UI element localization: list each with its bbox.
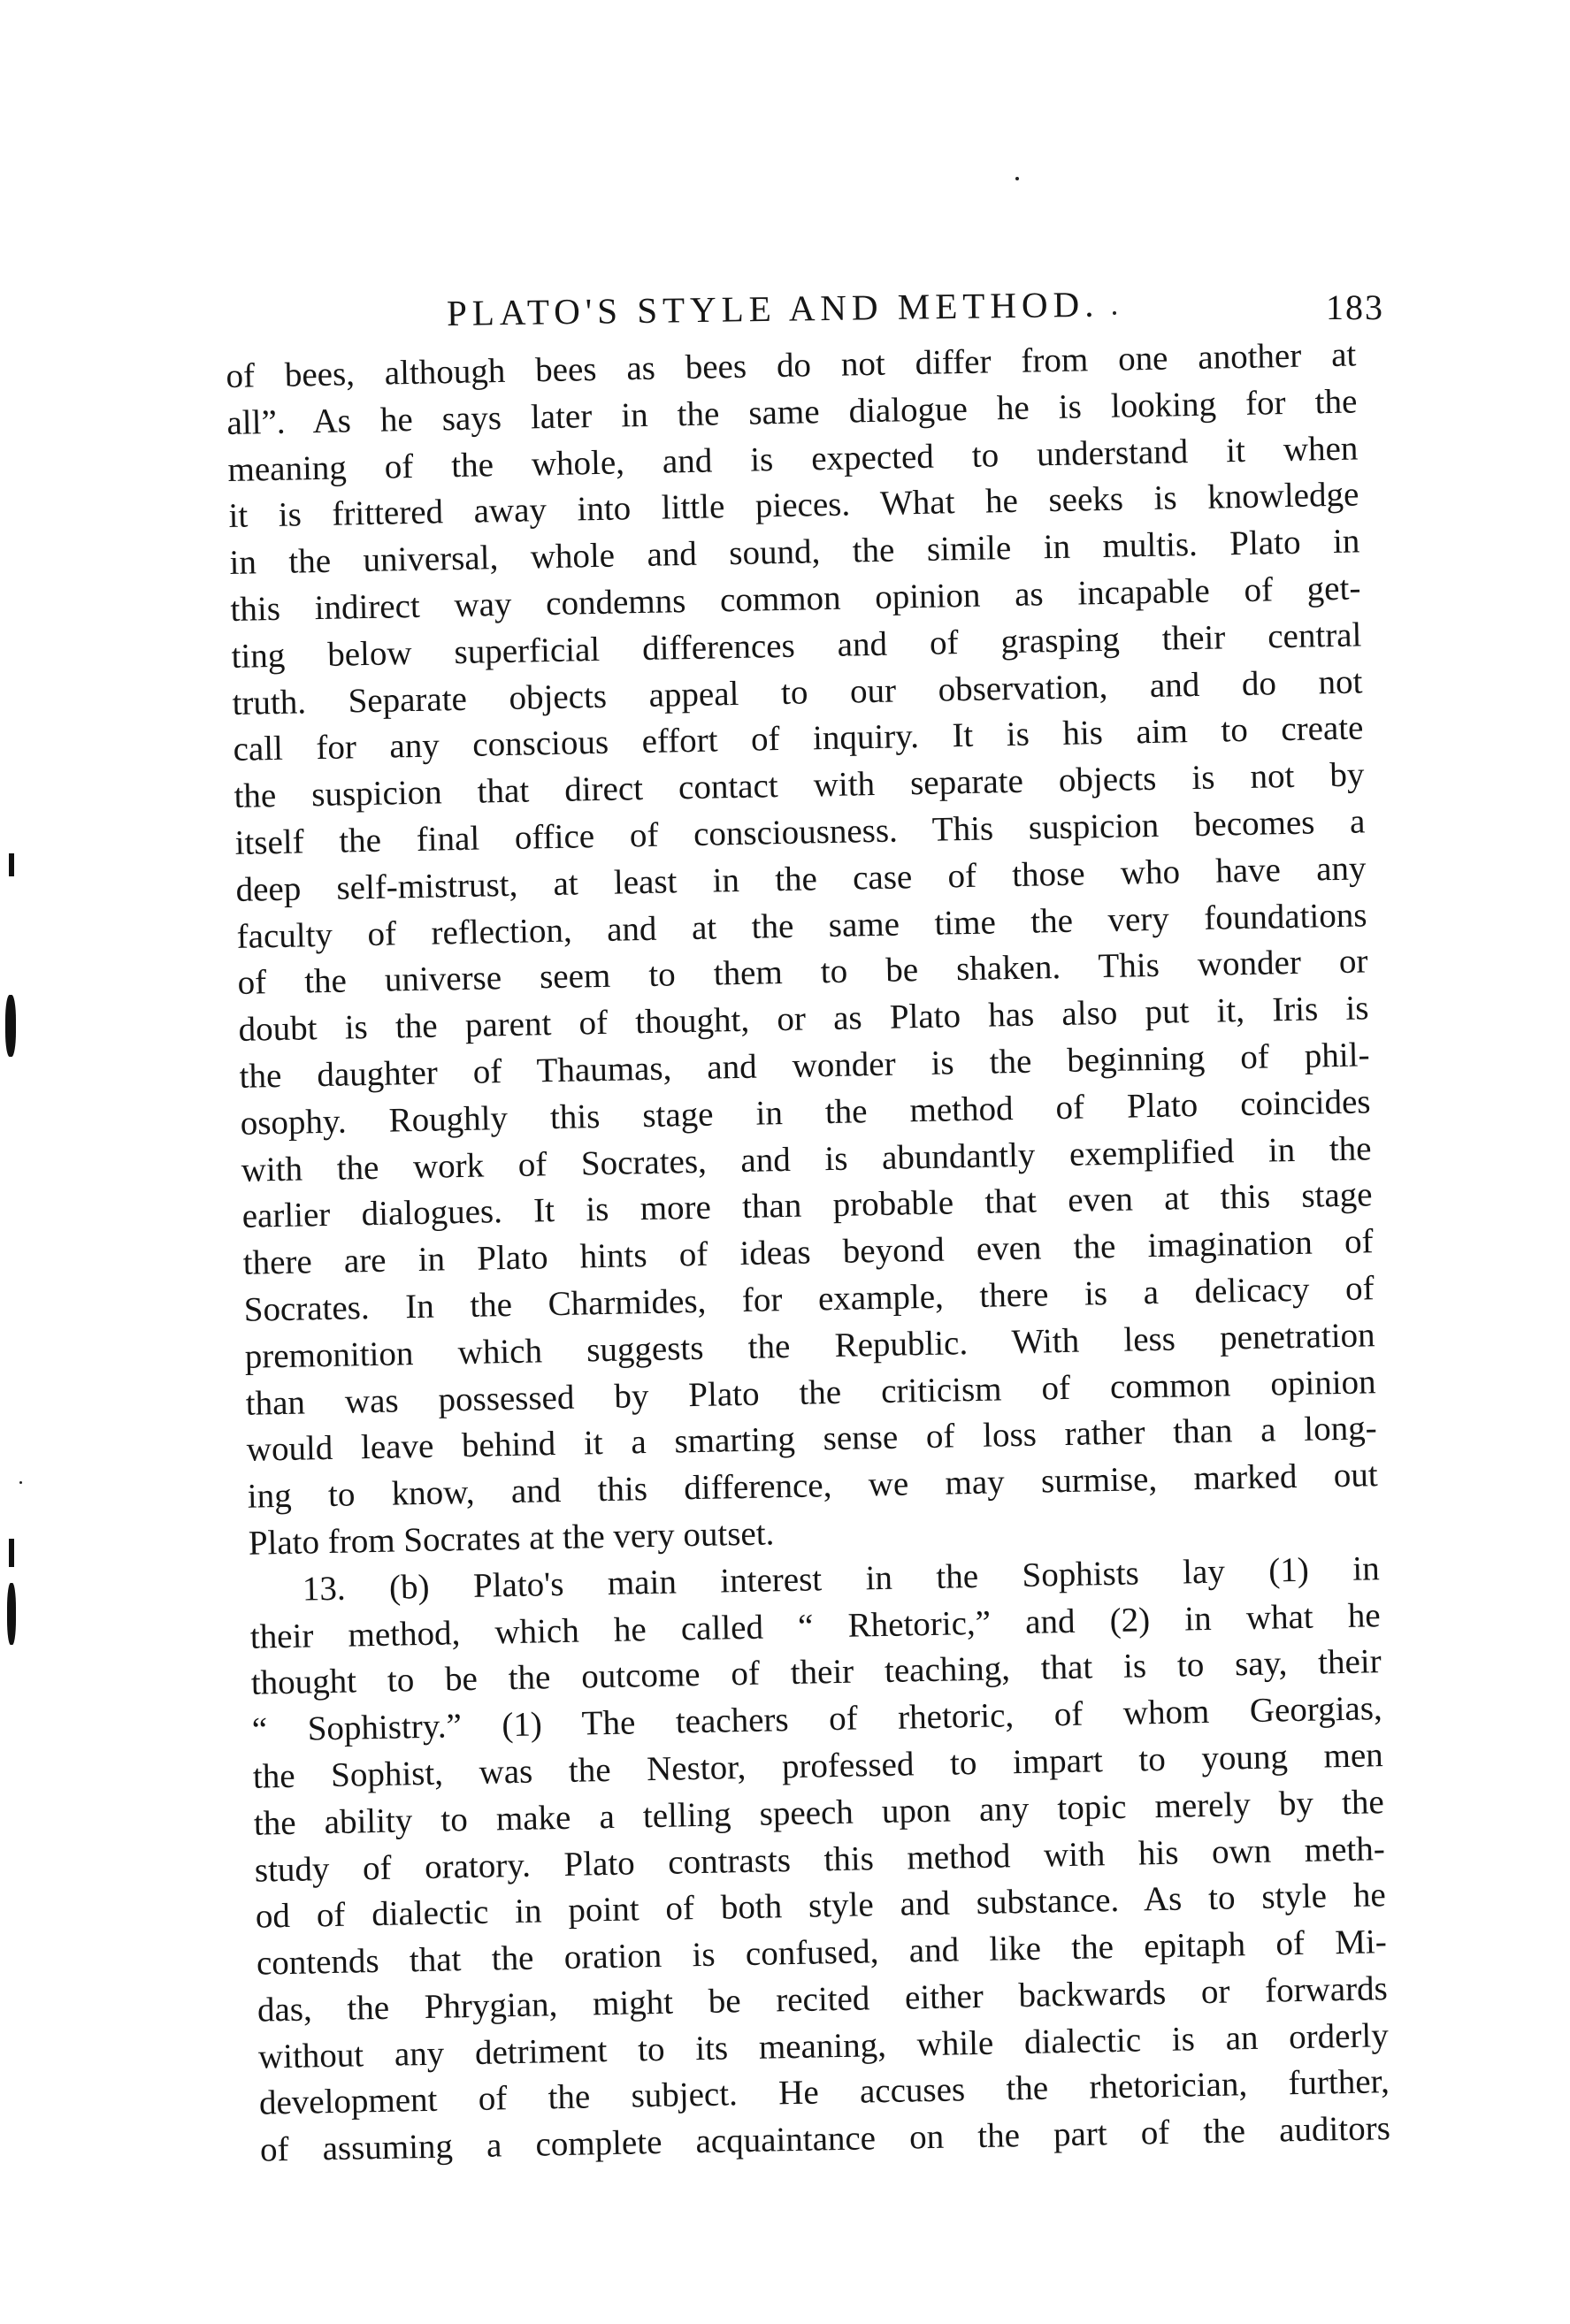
text-line: development of the subject. He accuses the rhetorician, further, [258, 2062, 1390, 2123]
running-title: PLATO'S STYLE AND METHOD. [446, 283, 1099, 333]
text-line: earlier dialogues. It is more than probable that even at this stage [241, 1175, 1373, 1236]
scan-mark [9, 853, 14, 876]
body-text [226, 332, 1390, 2174]
text-line: there are in Plato hints of ideas beyond even the imagination of [242, 1222, 1374, 1282]
text-line: the Sophist, was the Nestor, professed to impart to young men [252, 1736, 1384, 1796]
text-line: than was possessed by Plato the criticism of common opinion [245, 1362, 1376, 1423]
text-line: in the universal, whole and sound, the simile in multis. Plato in [229, 522, 1360, 583]
text-line: the daughter of Thaumas, and wonder is the beginning of phil- [239, 1036, 1370, 1096]
text-line: osophy. Roughly this stage in the method of Plato coincides [240, 1082, 1371, 1143]
text-line: this indirect way condemns common opinion as incapable of get- [230, 569, 1361, 629]
text-line: itself the final office of consciousness. This suspicion becomes a [234, 802, 1366, 862]
text-line: doubt is the parent of thought, or as Plato has also put it, Iris is [238, 989, 1369, 1050]
text-line: ing to know, and this difference, we may surmise, marked out [247, 1456, 1378, 1516]
text-line: Socrates. In the Charmides, for example, there is a delicacy of [243, 1269, 1375, 1329]
paragraph-last-line: Plato from Socrates at the very outset. [248, 1514, 775, 1563]
text-line: call for any conscious effort of inquiry. It is his aim to create [233, 708, 1364, 769]
scan-mark [7, 1583, 16, 1645]
text-line: of the universe seem to them to be shaken. This wonder or [237, 942, 1368, 1003]
text-line: truth. Separate objects appeal to our observation, and do not [232, 661, 1363, 722]
text-line: “ Sophistry.” (1) The teachers of rhetoric, of whom Georgias, [251, 1689, 1383, 1749]
text-line: the suspicion that direct contact with separate objects is not by [234, 755, 1365, 816]
text-line: it is frittered away into little pieces. What he seeks is knowledge [228, 475, 1359, 536]
text-line: ting below superficial differences and of grasping their central [231, 615, 1362, 676]
text-line: contends that the oration is confused, and like the epitaph of Mi- [256, 1923, 1388, 1983]
text-line: faculty of reflection, and at the same time the very foundations [236, 895, 1367, 956]
scan-mark [5, 995, 16, 1057]
text-line: with the work of Socrates, and is abundantly exemplified in the [241, 1128, 1372, 1189]
text-line: all”. As he says later in the same dialogue he is looking for the [226, 382, 1358, 442]
scan-speck [1015, 177, 1019, 180]
text-line: premonition which suggests the Republic. With less penetration [244, 1315, 1375, 1376]
section-13-first-line: 13. (b) Plato's main interest in the Sophists lay (1) in [302, 1548, 1381, 1609]
text-line: meaning of the whole, and is expected to understand it when [227, 429, 1359, 489]
text-line: would leave behind it a smarting sense of loss rather than a long- [246, 1409, 1377, 1470]
text-line: thought to be the outcome of their teaching, that is to say, their [250, 1642, 1382, 1703]
text-line: the ability to make a telling speech upon any topic merely by the [253, 1782, 1385, 1843]
text-line: od of dialectic in point of both style and substance. As to style he [255, 1876, 1387, 1936]
text-line: of bees, although bees as bees do not differ from one another at [226, 335, 1357, 395]
text-line: without any detriment to its meaning, while dialectic is an orderly [257, 2015, 1390, 2076]
text-line: their method, which he called “ Rhetoric,” and (2) in what he [249, 1595, 1382, 1656]
text-line: of assuming a complete acquaintance on the part of the auditors [259, 2109, 1391, 2169]
text-line: deep self-mistrust, at least in the case of those who have any [235, 849, 1367, 909]
text-line: study of oratory. Plato contrasts this method with his own meth- [254, 1829, 1386, 1890]
text-line: das, the Phrygian, might be recited either backwards or forwards [257, 1969, 1389, 2030]
page-number: 183 [1326, 287, 1384, 327]
scan-speck [19, 1481, 22, 1484]
scan-mark [9, 1539, 14, 1567]
